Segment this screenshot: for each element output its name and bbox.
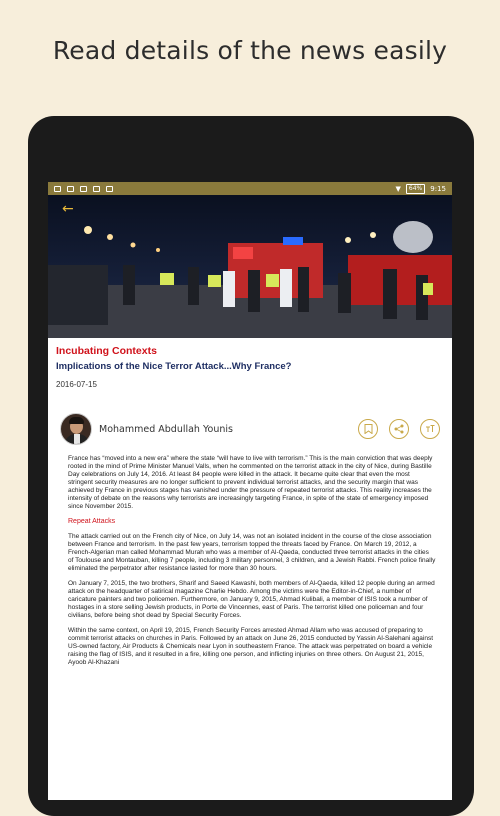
battery-indicator: 64% [406, 184, 425, 194]
screenshot-notification-icon [67, 186, 74, 192]
android-notification-icon [80, 186, 87, 192]
status-bar [48, 182, 452, 195]
font-size-button[interactable] [420, 419, 440, 439]
bookmark-button[interactable] [358, 419, 378, 439]
article-paragraph: The attack carried out on the French city of Nice, on July 14, was not an isolated incident in the course of the close association between France and terrorism. In the past few years, terrorism topped the threats faced by France. On March 19, 2012, a French-Algerian man called Mohammad Murah who was a member of Al-Qaeda, conducted three terrorist attacks in the cities of Toulouse and Montauban, killing 7 people, including 3 military personnel, 3 children, and a Jewish Rabbi. French police finally eliminated the perpetrator after resistance lasted for more than 30 hours. [68, 533, 436, 572]
article-category: Incubating Contexts [56, 345, 157, 357]
article-subheading: Repeat Attacks [68, 518, 116, 525]
wifi-icon: ▼ [395, 184, 401, 193]
gallery-notification-icon [54, 186, 61, 192]
photos-notification-icon [106, 186, 113, 192]
article-body [68, 455, 436, 674]
share-icon [394, 424, 404, 434]
share-button[interactable] [389, 419, 409, 439]
author-avatar [60, 413, 92, 445]
font-size-icon [425, 424, 435, 434]
author-row [60, 412, 440, 446]
app-screen [48, 182, 452, 800]
back-arrow-icon[interactable]: ← [62, 201, 74, 217]
article-paragraph: Within the same context, on April 19, 2015, French Security Forces arrested Ahmad Allam who was accused of preparing to commit terrorist attacks on churches in Paris. Followed by an attack on June 26, 2015 conducted by Yassin Al-Salehani against US-owned factory, Air Products & Chemicals near Lyon in southeastern France. The attack was perpetrated on board a vehicle raising the flag of ISIS, and it resulted in a fire, killing one person, and inflicting injuries on three others. On August 21, 2015, Ayoob Al-Khazani [68, 627, 434, 666]
article-date: 2016-07-15 [56, 380, 97, 389]
promo-headline: Read details of the news easily [52, 36, 448, 65]
clock: 9:15 [430, 184, 446, 193]
article-title: Implications of the Nice Terror Attack...Why France? [56, 361, 292, 372]
download-notification-icon [93, 186, 100, 192]
author-name: Mohammed Abdullah Younis [99, 423, 233, 435]
nice-attack-photo [48, 195, 452, 338]
bookmark-icon [364, 424, 373, 434]
article-paragraph: France has “moved into a new era” where the state “will have to live with terrorism.” This is the main conviction that was deeply rooted in the mind of Prime Minister Manuel Valls, when he commented on the terrorist attack in the city of Nice, during Bastille Day celebrations on July 14, 2016. At least 84 people were killed in the attack. It became quite clear that even the most stringent security measures are no longer sufficient to prevent individual terrorist attacks, and the security margin that was achieved by France in previous stages has vanished under the pressure of repeated terrorist attacks. This reality increases the intensity of debate on the reasons why terrorists are increasingly targeting France, in spite of the state of emergency imposed since November 2015. [68, 455, 433, 510]
article-hero-image [48, 195, 452, 338]
article-paragraph: On January 7, 2015, the two brothers, Sharif and Saeed Kawashi, both members of Al-Qaeda, killed 12 people during an armed attack on the headquarter of satirical magazine Charlie Hebdo. Among the victims were the Editor-in-Chief, a number of caricature painters and two policemen. Furthermore, on January 9, 2015, Ahmad Kulibali, a member of ISIS took a number of hostages in a store selling Jewish products, in Porte de Vincennes, east of Paris. The terrorist killed one policeman and four civilians, before being shot dead by Special Security Forces. [68, 580, 435, 619]
